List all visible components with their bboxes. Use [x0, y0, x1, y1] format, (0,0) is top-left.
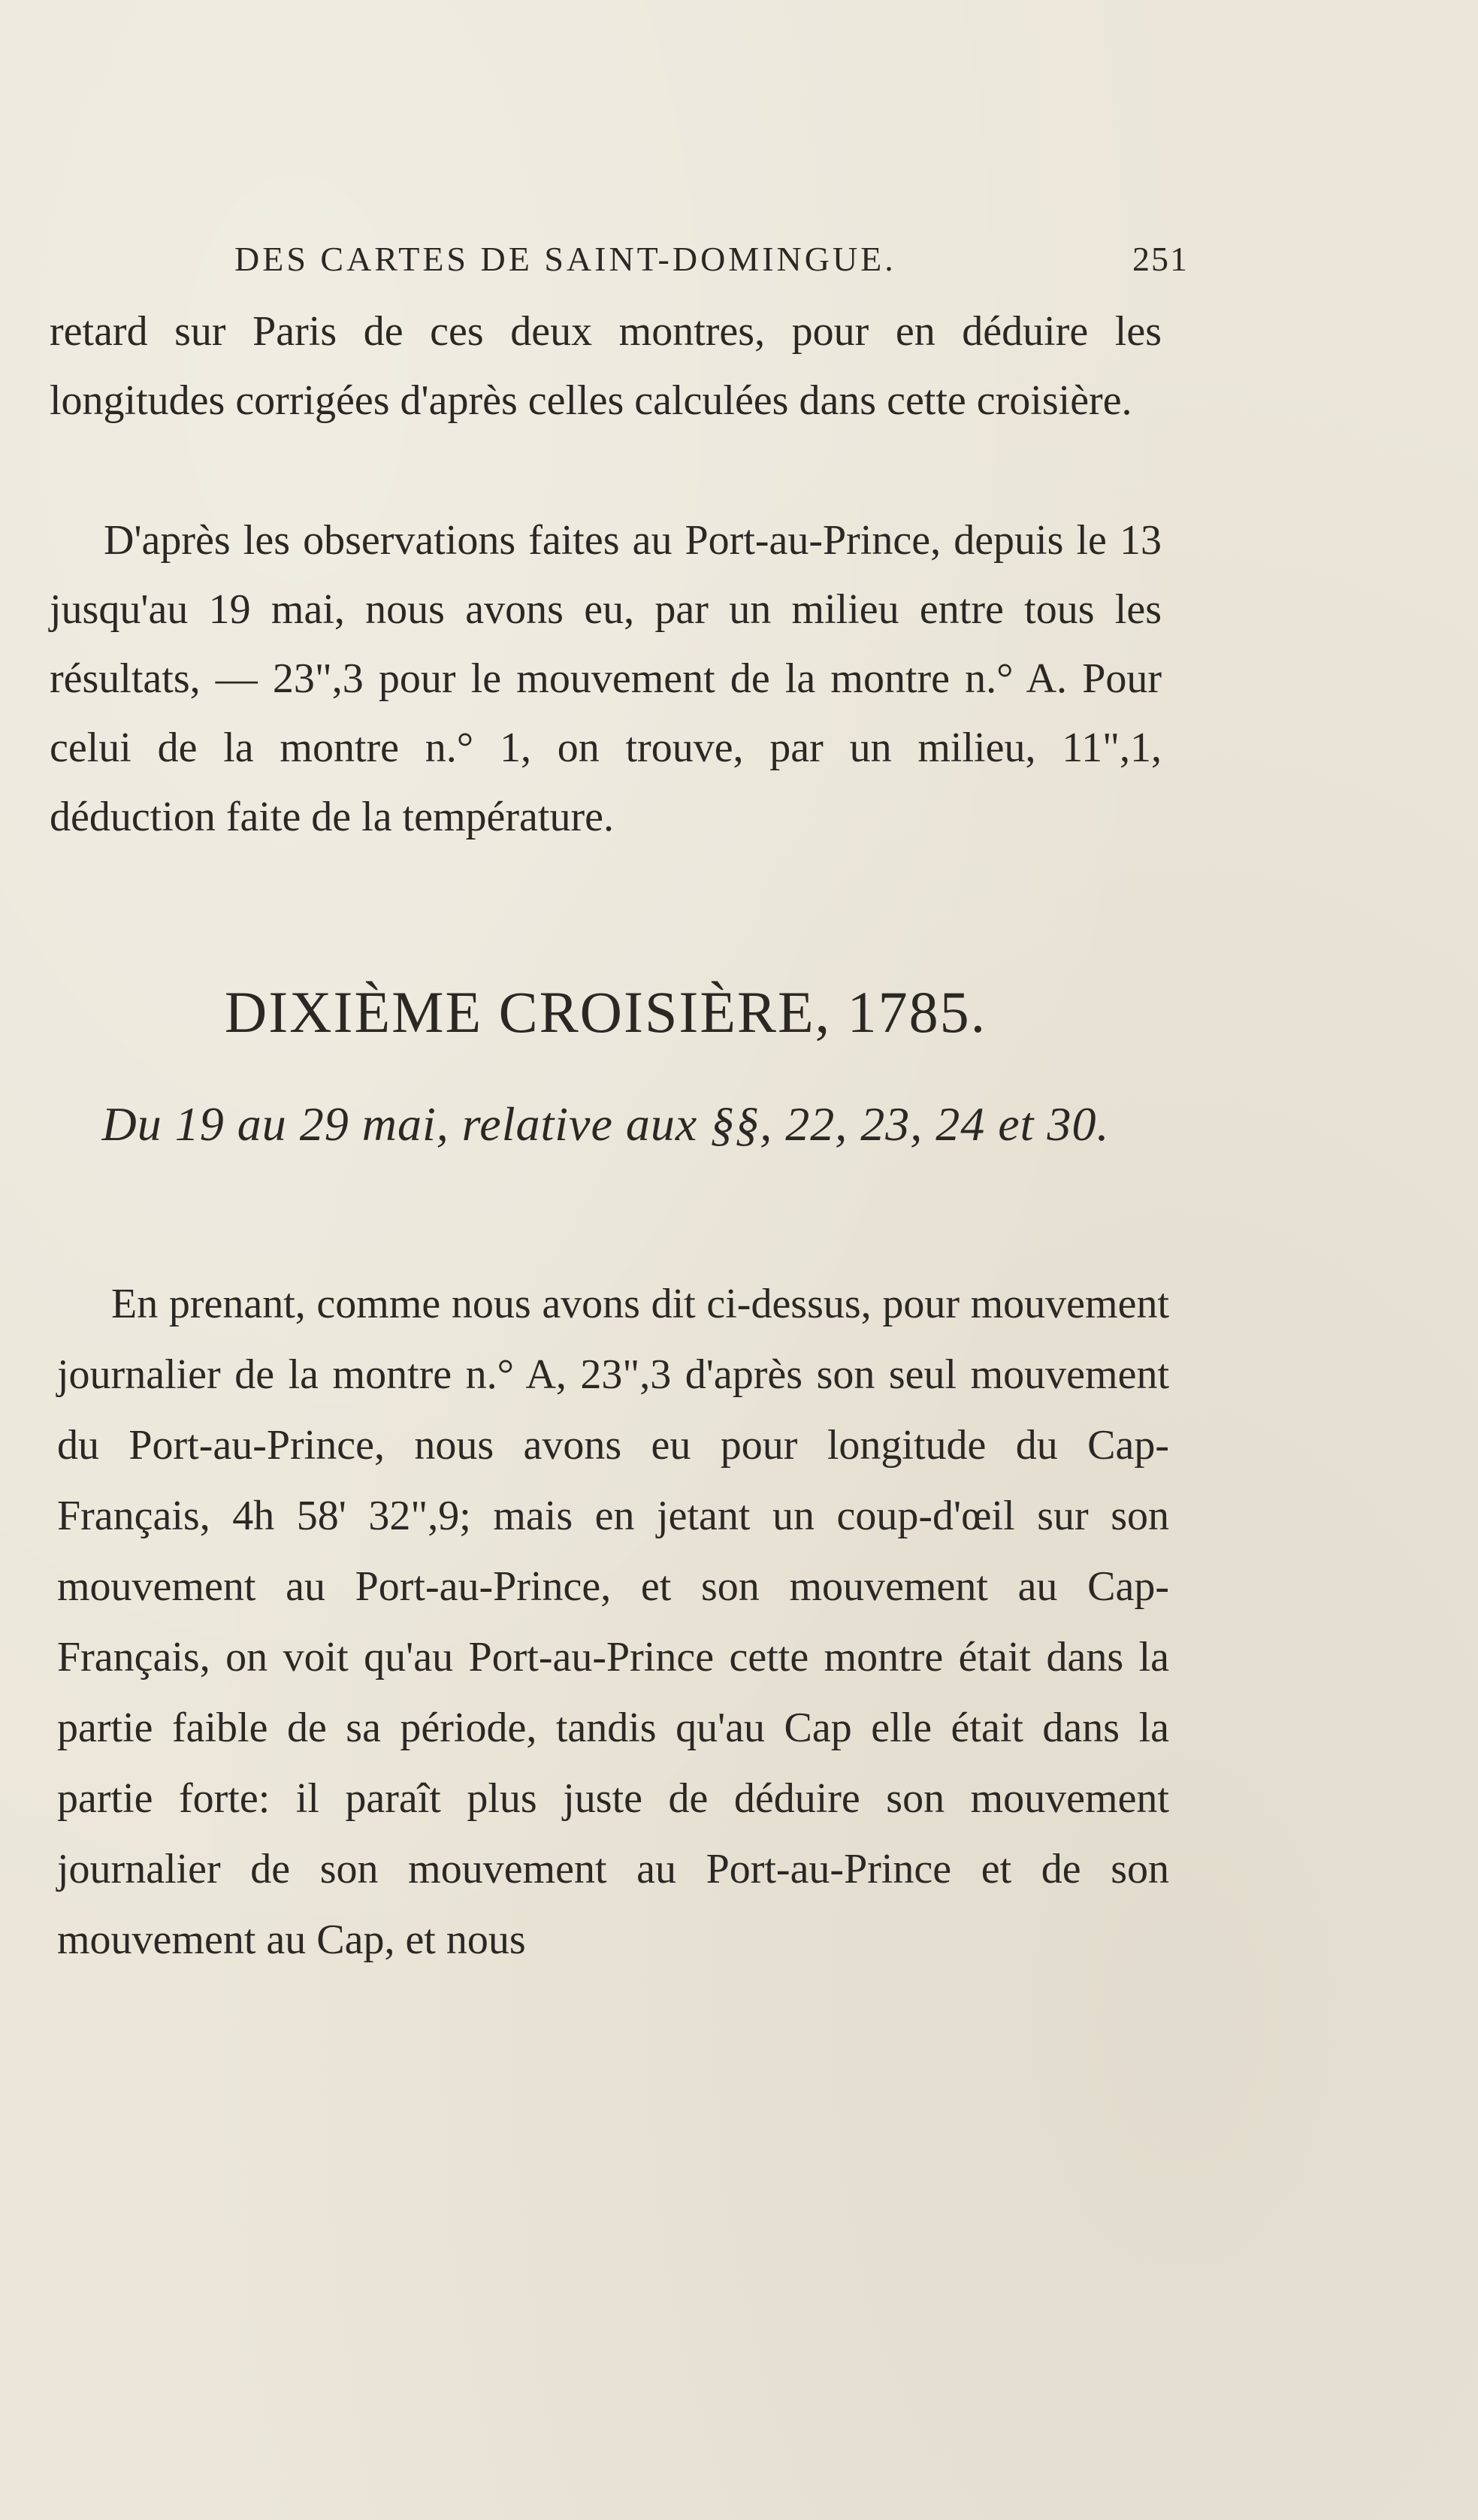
- paragraph-3-text: En prenant, comme nous avons dit ci-dessus, pour mouvement journalier de la montre n.° A, 23",3 d'après son seul mouvement du Port-au-Prince, nous avons eu pour longitude du Cap-Français, 4h 58' 32",9; mais en jetant un coup-d'œil sur son mouvement au Port-au-Prince, et son mouvement au Cap-Français, on voit qu'au Port-au-Prince cette montre était dans la partie faible de sa période, tandis qu'au Cap elle était dans la partie forte: il paraît plus juste de déduire son mouvement journalier de son mouvement au Port-au-Prince et de son mouvement au Cap, et nous: [57, 1281, 1169, 1963]
- running-title: DES CARTES DE SAINT-DOMINGUE.: [234, 240, 896, 278]
- page-header: [234, 234, 1189, 287]
- paragraph-section-body: [57, 1269, 1169, 1975]
- section-title: DIXIÈME CROISIÈRE, 1785.: [224, 979, 987, 1045]
- paragraph-2-text: D'après les observations faites au Port-au-Prince, depuis le 13 jusqu'au 19 mai, nous avons eu, par un milieu entre tous les résultats, — 23",3 pour le mouvement de la montre n.° A. Pour celui de la montre n.° 1, on trouve, par un milieu, 11",1, déduction faite de la température.: [50, 517, 1162, 840]
- paragraph-1-text: retard sur Paris de ces deux montres, pour en déduire les longitudes corrigées d'après celles calculées dans cette croisière.: [50, 308, 1162, 424]
- section-subtitle: Du 19 au 29 mai, relative aux §§, 22, 23, 24 et 30.: [101, 1097, 1110, 1151]
- paragraph-observations: [50, 506, 1162, 852]
- paragraph-continuation: [50, 297, 1162, 435]
- page-number: 251: [1132, 240, 1189, 278]
